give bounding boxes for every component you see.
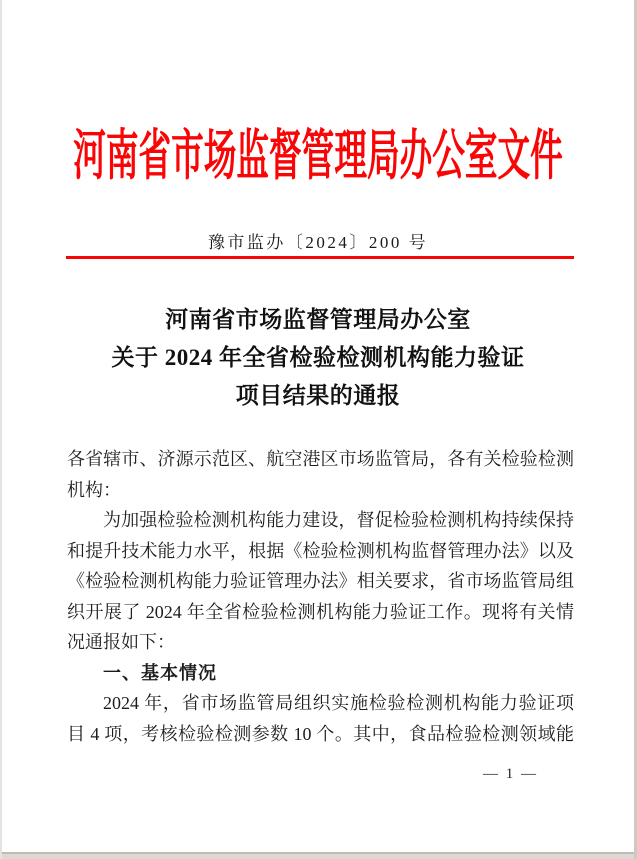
section-heading: 一、基本情况 [103, 662, 217, 683]
title-line: 关于 2024 年全省检验检测机构能力验证 [111, 345, 525, 370]
body-line: 各省辖市、济源示范区、航空港区市场监管局，各有关检验检测 [67, 449, 574, 469]
document-body [67, 444, 574, 749]
letterhead-title-text: 河南省市场监督管理局办公室文件 [73, 127, 563, 187]
page-number: — 1 — [483, 766, 538, 782]
body-line: 机构： [67, 479, 121, 500]
doc-number: 豫市监办〔2024〕200 号 [207, 233, 429, 252]
letterhead-title [2, 126, 634, 190]
title-line: 项目结果的通报 [235, 383, 401, 408]
body-line: 2024 年，省市场监管局组织实施检验检测机构能力验证项 [103, 693, 574, 713]
body-line: 目 4 项，考核检验检测参数 10 个。其中，食品检验检测领域能 [67, 723, 574, 744]
page-bottom-edge [2, 852, 634, 859]
body-line: 织开展了 2024 年全省检验检测机构能力验证工作。现将有关情 [67, 601, 574, 622]
body-line: 为加强检验检测机构能力建设，督促检验检测机构持续保持 [103, 510, 574, 530]
title-line: 河南省市场监督管理局办公室 [165, 307, 471, 332]
body-line: 《检验检测机构能力验证管理办法》相关要求，省市场监管局组 [67, 571, 574, 591]
body-line: 和提升技术能力水平，根据《检验检测机构监督管理办法》以及 [67, 540, 574, 561]
document-title [2, 301, 634, 415]
body-line: 况通报如下： [67, 632, 175, 652]
red-divider-line [66, 256, 574, 259]
